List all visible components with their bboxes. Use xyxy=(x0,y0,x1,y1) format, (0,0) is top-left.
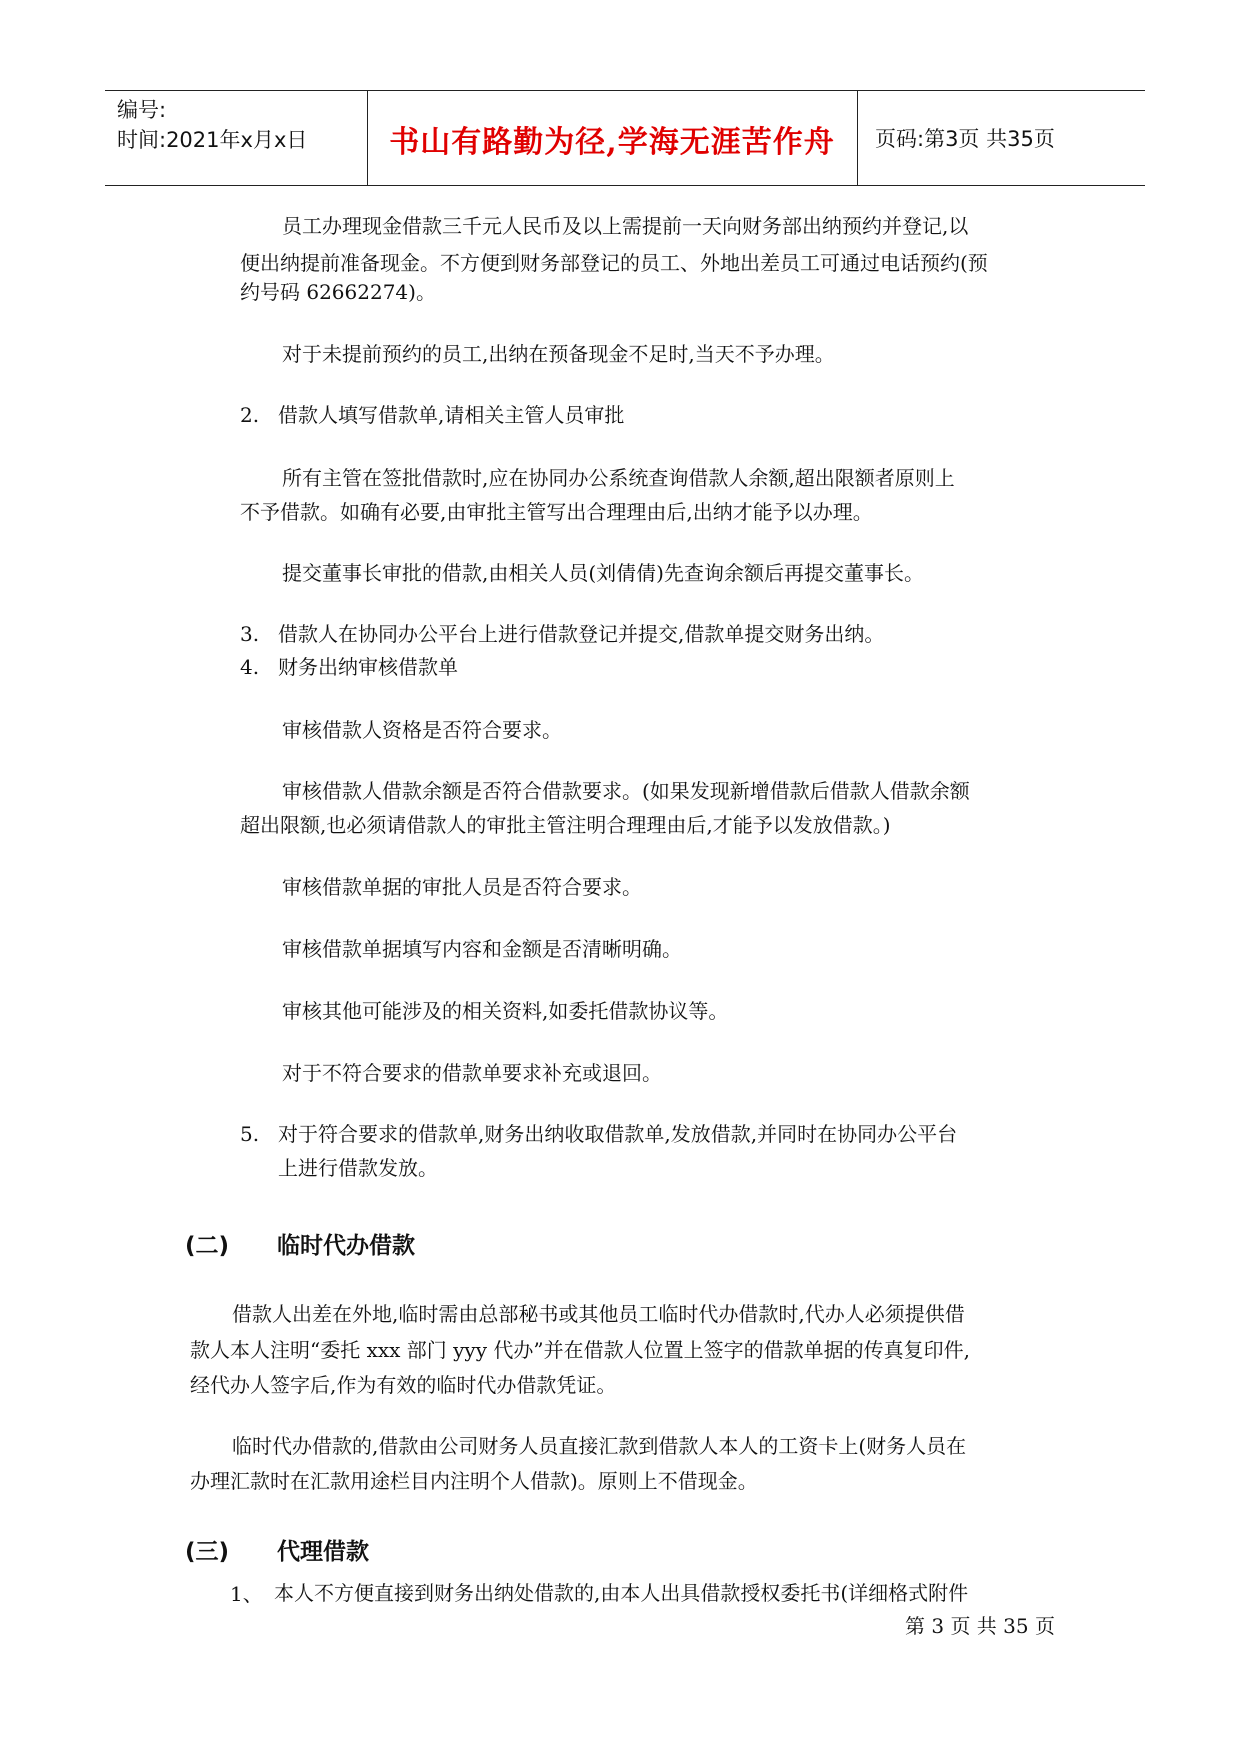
para-6-line-1: 审核借款人借款余额是否符合借款要求。(如果发现新增借款后借款人借款余额 xyxy=(282,779,970,803)
para-3-line-2: 不予借款。如确有必要,由审批主管写出合理理由后,出纳才能予以办理。 xyxy=(240,500,873,524)
section-2-para-2-line-1: 临时代办借款的,借款由公司财务人员直接汇款到借款人本人的工资卡上(财务人员在 xyxy=(232,1434,967,1458)
header-motto: 书山有路勤为径,学海无涯苦作舟 xyxy=(389,125,835,160)
section-3-list-number-1: 1、 xyxy=(230,1582,263,1606)
para-2: 对于未提前预约的员工,出纳在预备现金不足时,当天不予办理。 xyxy=(282,342,835,366)
list-item-3: 借款人在协同办公平台上进行借款登记并提交,借款单提交财务出纳。 xyxy=(278,622,885,646)
para-4: 提交董事长审批的借款,由相关人员(刘倩倩)先查询余额后再提交董事长。 xyxy=(282,561,924,585)
para-10: 对于不符合要求的借款单要求补充或退回。 xyxy=(282,1061,662,1085)
list-number-2: 2. xyxy=(240,403,260,427)
para-6-line-2: 超出限额,也必须请借款人的审批主管注明合理理由后,才能予以发放借款。) xyxy=(240,813,891,837)
section-3-list-item-1: 本人不方便直接到财务出纳处借款的,由本人出具借款授权委托书(详细格式附件 xyxy=(274,1581,969,1605)
section-2-number: (二) xyxy=(185,1233,230,1259)
para-9: 审核其他可能涉及的相关资料,如委托借款协议等。 xyxy=(282,999,729,1023)
section-2-para-2-line-2: 办理汇款时在汇款用途栏目内注明个人借款)。原则上不借现金。 xyxy=(190,1469,758,1493)
list-item-5-line-2: 上进行借款发放。 xyxy=(278,1156,438,1180)
para-1-line-3: 约号码 62662274)。 xyxy=(240,280,436,304)
list-item-4: 财务出纳审核借款单 xyxy=(278,655,458,679)
para-1-line-1: 员工办理现金借款三千元人民币及以上需提前一天向财务部出纳预约并登记,以 xyxy=(282,214,969,238)
list-item-5-line-1: 对于符合要求的借款单,财务出纳收取借款单,发放借款,并同时在协同办公平台 xyxy=(278,1122,958,1146)
header-time-label: 时间:2021年x月x日 xyxy=(117,128,308,152)
list-number-4: 4. xyxy=(240,655,260,679)
section-2-para-1-line-3: 经代办人签字后,作为有效的临时代办借款凭证。 xyxy=(190,1373,617,1397)
page-header xyxy=(105,90,1145,186)
page-footer: 第 3 页 共 35 页 xyxy=(905,1614,1055,1638)
header-page-label: 页码:第3页 共35页 xyxy=(875,127,1055,151)
header-number-label: 编号: xyxy=(117,98,167,122)
section-2-para-1-line-1: 借款人出差在外地,临时需由总部秘书或其他员工临时代办借款时,代办人必须提供借 xyxy=(232,1302,965,1326)
list-number-5: 5. xyxy=(240,1122,260,1146)
section-2-para-1-line-2: 款人本人注明“委托 xxx 部门 yyy 代办”并在借款人位置上签字的借款单据的传真复印件, xyxy=(190,1338,970,1362)
header-meta xyxy=(117,95,307,155)
section-3-number: (三) xyxy=(185,1539,230,1565)
para-5: 审核借款人资格是否符合要求。 xyxy=(282,718,562,742)
para-1-line-2: 便出纳提前准备现金。不方便到财务部登记的员工、外地出差员工可通过电话预约(预 xyxy=(240,251,988,275)
para-3-line-1: 所有主管在签批借款时,应在协同办公系统查询借款人余额,超出限额者原则上 xyxy=(282,466,955,490)
para-8: 审核借款单据填写内容和金额是否清晰明确。 xyxy=(282,937,682,961)
list-number-3: 3. xyxy=(240,622,260,646)
para-7: 审核借款单据的审批人员是否符合要求。 xyxy=(282,875,642,899)
list-item-2: 借款人填写借款单,请相关主管人员审批 xyxy=(278,403,625,427)
section-2-title: 临时代办借款 xyxy=(277,1233,415,1259)
section-3-title: 代理借款 xyxy=(277,1539,369,1565)
header-divider-right xyxy=(857,91,858,185)
